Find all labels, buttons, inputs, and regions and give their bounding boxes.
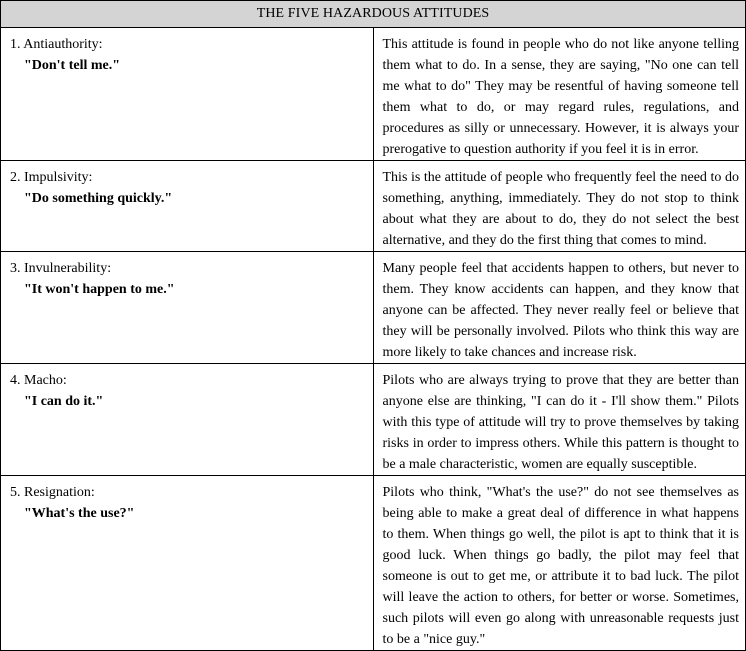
attitude-description: This is the attitude of people who frequently feel the need to do something, anything, immediately. They do not stop to think about what they are about to do, they do not select the best alternative, and they do the first thing that comes to mind. bbox=[373, 161, 746, 252]
attitude-cell bbox=[1, 161, 374, 252]
attitude-quote: "Do something quickly." bbox=[24, 191, 173, 206]
attitude-quote: "What's the use?" bbox=[24, 506, 135, 521]
table-row bbox=[1, 252, 746, 364]
attitude-name: 3. Invulnerability: bbox=[10, 261, 112, 276]
attitude-description: Pilots who think, "What's the use?" do not see themselves as being able to make a great deal of difference in what happens to them. When things go well, the pilot is apt to think that it is good luck. When things go badly, the pilot may feel that someone is out to get me, or attribute it to bad luck. The pilot will leave the action to others, for better or worse. Sometimes, such pilots will even go along with unreasonable requests just to be a "nice guy." bbox=[373, 476, 746, 651]
attitude-cell bbox=[1, 28, 374, 161]
attitude-cell bbox=[1, 252, 374, 364]
attitude-name: 1. Antiauthority: bbox=[10, 37, 103, 52]
table-row bbox=[1, 364, 746, 476]
attitude-name: 2. Impulsivity: bbox=[10, 170, 93, 185]
table-header-row bbox=[1, 1, 746, 28]
attitude-cell bbox=[1, 364, 374, 476]
table-title: THE FIVE HAZARDOUS ATTITUDES bbox=[1, 1, 746, 28]
attitude-quote: "Don't tell me." bbox=[24, 58, 121, 73]
attitude-name: 4. Macho: bbox=[10, 373, 67, 388]
attitude-description: Pilots who are always trying to prove that they are better than anyone else are thinking, "I can do it - I'll show them." Pilots with this type of attitude will try to prove themselves by taking risks in order to impress others. While this pattern is thought to be a male characteristic, women are equally susceptible. bbox=[373, 364, 746, 476]
attitude-quote: "I can do it." bbox=[24, 394, 104, 409]
attitude-description: Many people feel that accidents happen to others, but never to them. They know accidents can happen, and they know that anyone can be affected. They never really feel or believe that they will be personally involved. Pilots who think this way are more likely to take chances and increase risk. bbox=[373, 252, 746, 364]
table-row bbox=[1, 161, 746, 252]
table-row bbox=[1, 476, 746, 651]
attitude-cell bbox=[1, 476, 374, 651]
table-row bbox=[1, 28, 746, 161]
attitude-quote: "It won't happen to me." bbox=[24, 282, 175, 297]
attitude-description: This attitude is found in people who do not like anyone telling them what to do. In a sense, they are saying, "No one can tell me what to do" They may be resentful of having someone tell them what to do, or may regard rules, regulations, and procedures as silly or unnecessary. However, it is always your prerogative to question authority if you feel it is in error. bbox=[373, 28, 746, 161]
attitude-name: 5. Resignation: bbox=[10, 485, 95, 500]
